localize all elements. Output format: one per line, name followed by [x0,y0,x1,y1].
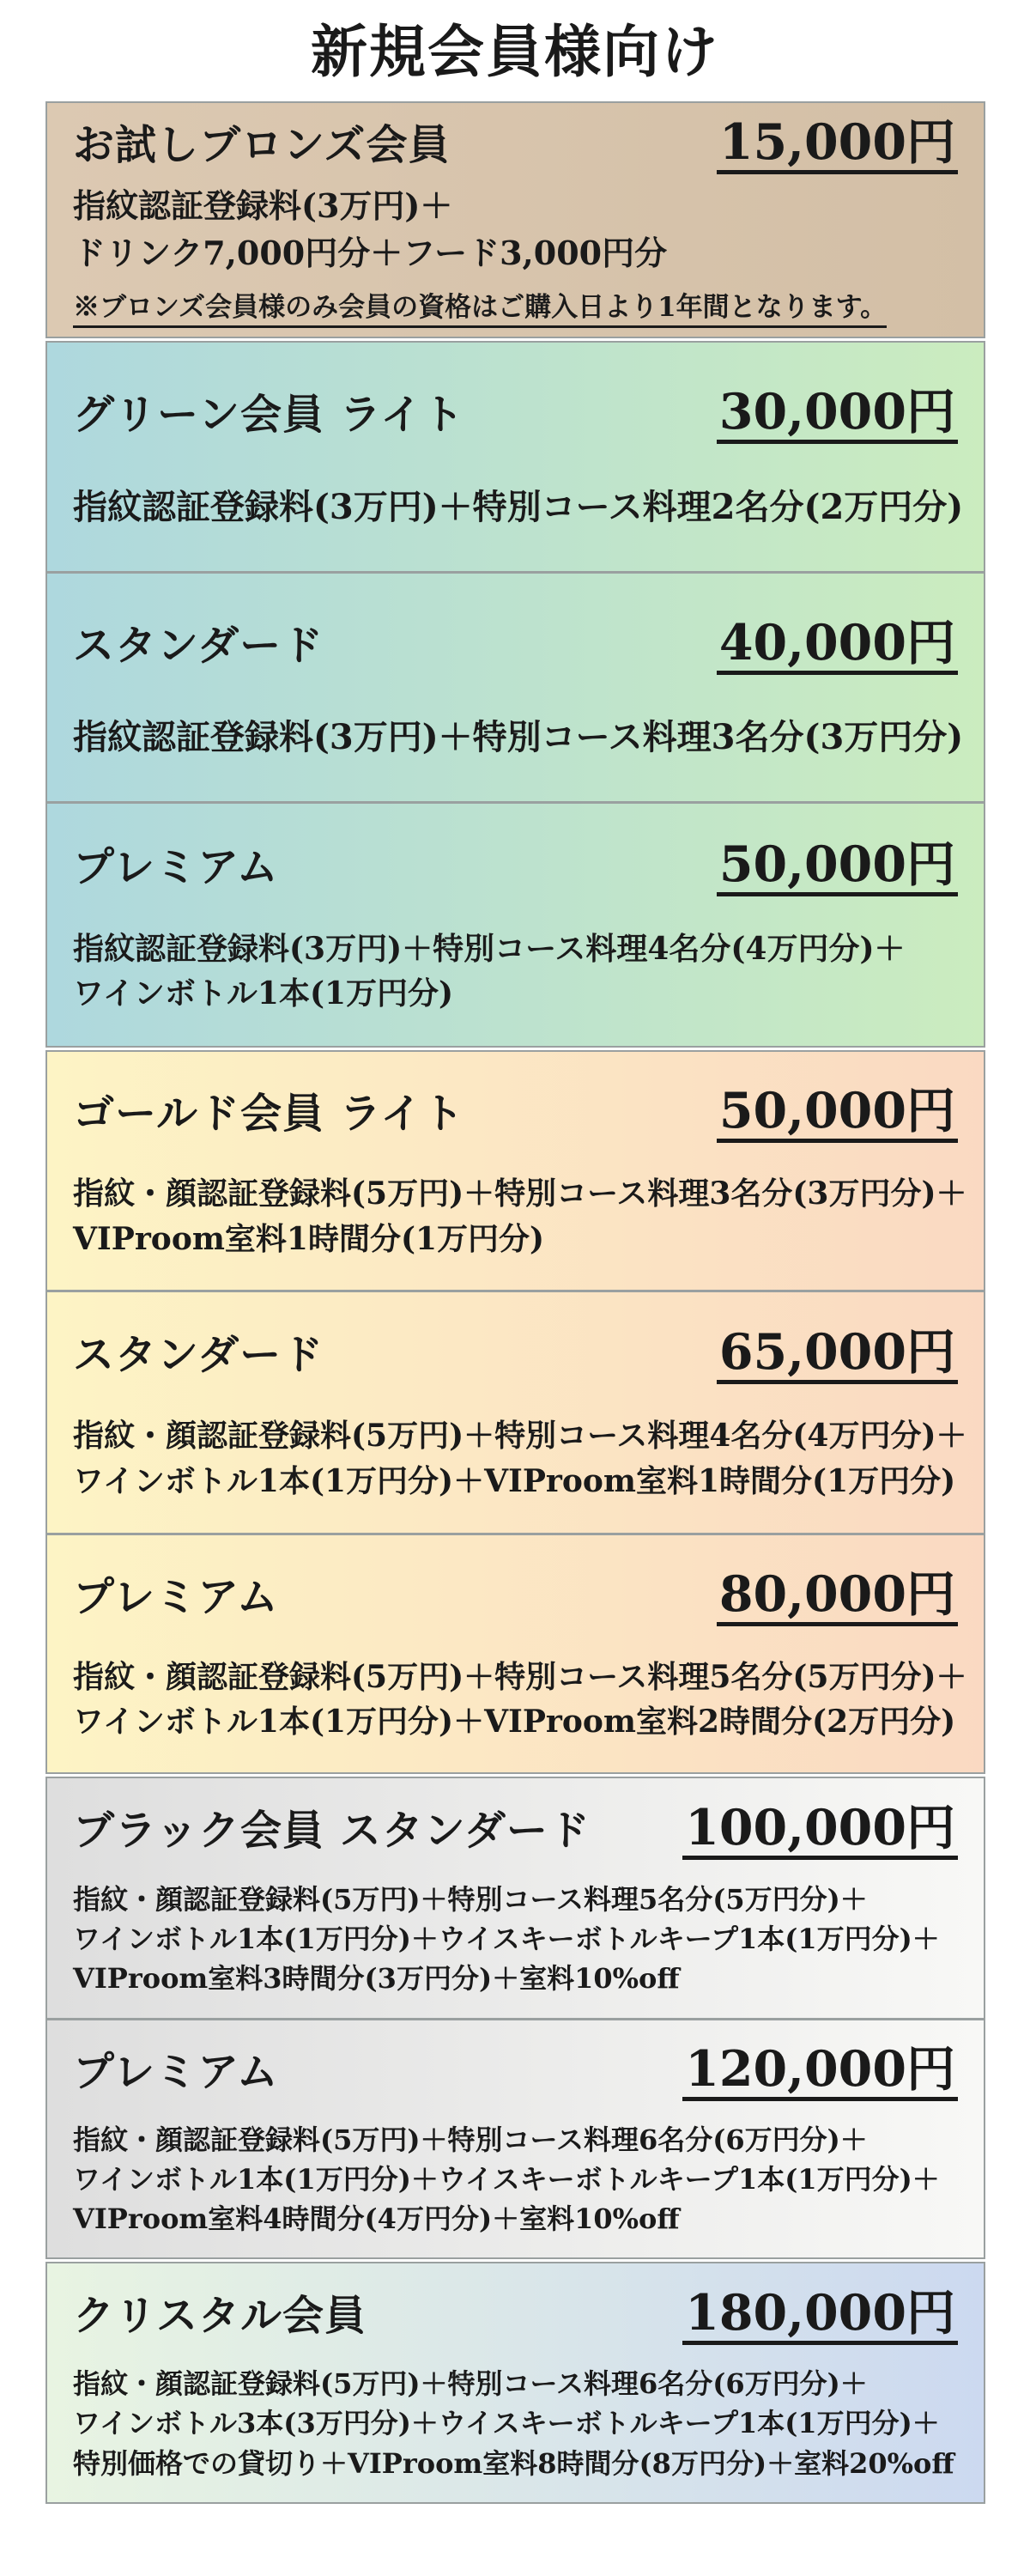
tier-name: お試しブロンズ会員 [73,120,451,169]
tier-details [73,483,964,532]
tier-header [73,1797,958,1860]
tier-block-green-standard [47,571,984,801]
tier-name: スタンダード [73,621,324,670]
tier-price: 120,000円 [682,2044,958,2101]
tier-name: スタンダード [73,1331,324,1380]
tier-block-black-premium [47,2018,984,2257]
tier-price: 100,000円 [682,1802,958,1860]
tier-details [73,182,958,276]
tier-detail-line: 指紋・顔認証登録料(5万円)＋特別コース料理5名分(5万円分)＋ [73,1658,967,1695]
tier-header [73,1321,958,1384]
tier-detail-line: 指紋・顔認証登録料(5万円)＋特別コース料理3名分(3万円分)＋ [73,1176,967,1212]
tier-detail-line: VIProom室料4時間分(4万円分)＋室料10%off [73,2202,680,2236]
tier-detail-line: ワインボトル1本(1万円分)＋ウイスキーボトルキープ1本(1万円分)＋ [73,2162,940,2196]
tier-panel-green [45,341,985,1048]
tier-details [73,1880,958,1999]
tier-detail-line: VIProom室料3時間分(3万円分)＋室料10%off [73,1962,680,1996]
tier-header [73,112,958,174]
tier-detail-line: 指紋認証登録料(3万円)＋特別コース料理4名分(4万円分)＋ [73,930,906,967]
tier-detail-line: ワインボトル1本(1万円分) [73,975,454,1012]
tier-header [73,381,958,444]
tier-detail-line: 指紋・顔認証登録料(5万円)＋特別コース料理6名分(6万円分)＋ [73,2123,868,2156]
tier-details [73,927,958,1016]
tier-name: クリスタル会員 [73,2291,367,2340]
page-title: 新規会員様向け [311,18,719,85]
tier-block-gold-standard [47,1290,984,1533]
tier-detail-line: 指紋認証登録料(3万円)＋ [73,186,453,226]
tier-block-gold-light [47,1052,984,1290]
tier-detail-line: ワインボトル1本(1万円分)＋VIProom室料1時間分(1万円分) [73,1462,956,1499]
tier-price: 15,000円 [717,117,958,174]
tier-name: プレミアム [73,2048,279,2097]
tier-price: 50,000円 [717,839,958,896]
tier-header [73,1080,958,1143]
tier-details [73,2364,958,2483]
tier-price: 50,000円 [717,1085,958,1143]
tier-price: 30,000円 [717,386,958,444]
tier-details [73,2120,958,2239]
tier-details [73,1413,967,1503]
tier-detail-line: ドリンク7,000円分＋フード3,000円分 [73,234,668,273]
tier-detail-line: 指紋認証登録料(3万円)＋特別コース料理3名分(3万円分) [73,717,964,758]
tier-price: 80,000円 [717,1569,958,1626]
tier-block-black-standard [47,1778,984,2018]
tier-name: ゴールド会員 ライト [73,1090,465,1139]
tier-name: プレミアム [73,842,279,891]
tier-detail-line: ワインボトル1本(1万円分)＋ウイスキーボトルキープ1本(1万円分)＋ [73,1922,940,1955]
tier-block-bronze-trial [47,103,984,337]
tier-detail-line: 指紋・顔認証登録料(5万円)＋特別コース料理5名分(5万円分)＋ [73,1882,868,1916]
tier-details [73,713,964,762]
tier-panel-gold [45,1050,985,1774]
tier-block-green-premium [47,801,984,1046]
tier-panel-bronze [45,101,985,338]
tier-block-gold-premium [47,1533,984,1772]
tier-note: ※ブロンズ会員様のみ会員の資格はご購入日より1年間となります。 [73,285,887,328]
tier-header [73,2282,958,2345]
tier-name: ブラック会員 スタンダード [73,1807,591,1856]
tier-details [73,1655,967,1744]
tier-block-crystal [47,2263,984,2502]
tier-price: 180,000円 [682,2287,958,2345]
tier-header [73,612,958,675]
tier-price: 65,000円 [717,1327,958,1384]
tier-panel-black [45,1777,985,2259]
tier-header [73,2038,958,2101]
tier-detail-line: VIProom室料1時間分(1万円分) [73,1220,545,1257]
tier-block-green-light [47,343,984,571]
tier-detail-line: ワインボトル3本(3万円分)＋ウイスキーボトルキープ1本(1万円分)＋ [73,2407,940,2440]
tier-name: グリーン会員 ライト [73,391,465,440]
tier-header [73,834,958,896]
tier-price: 40,000円 [717,617,958,675]
tier-detail-line: 指紋認証登録料(3万円)＋特別コース料理2名分(2万円分) [73,486,964,527]
tier-detail-line: ワインボトル1本(1万円分)＋VIProom室料2時間分(2万円分) [73,1703,956,1740]
tier-detail-line: 指紋・顔認証登録料(5万円)＋特別コース料理4名分(4万円分)＋ [73,1418,967,1455]
tier-detail-line: 指紋・顔認証登録料(5万円)＋特別コース料理6名分(6万円分)＋ [73,2366,868,2400]
tier-detail-line: 特別価格での貸切り＋VIProom室料8時間分(8万円分)＋室料20%off [73,2446,954,2480]
tier-header [73,1564,958,1626]
tier-name: プレミアム [73,1572,279,1621]
tier-panel-crystal [45,2262,985,2504]
tier-details [73,1171,967,1261]
